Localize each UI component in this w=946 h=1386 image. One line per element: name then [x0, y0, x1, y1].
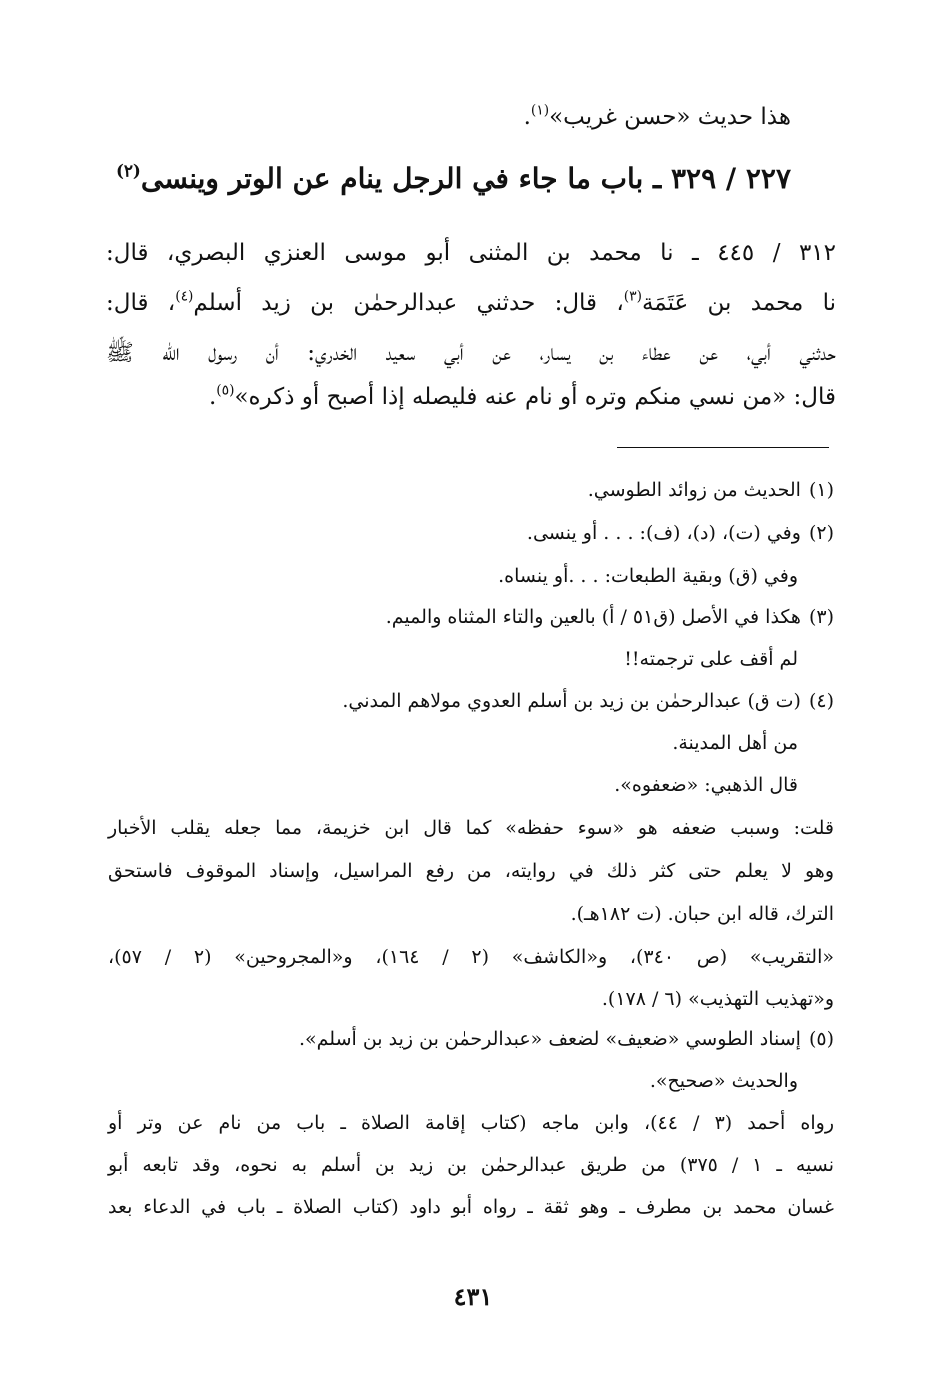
footnote-2-cont: وفي (ق) وبقية الطبعات: . . .أو ينساه. [498, 565, 798, 587]
footnote-separator [617, 447, 829, 448]
chapter-heading [116, 162, 791, 195]
footnote-4-cont: «التقريب» (ص ٣٤٠)، و«الكاشف» (٢ / ١٦٤)، و«المجروحين» (٢ / ٥٧)، [108, 946, 835, 968]
footnote-text: وفي (ت)، (د)، (ف): . . . أو ينسى. [526, 522, 801, 544]
footnote-ref: (٤) [175, 288, 194, 305]
footnote-4-cont: الترك، قاله ابن حبان. (ت ١٨٢هـ). [570, 903, 834, 925]
footnote-text: (ت ق) عبدالرحمٰن بن زيد بن أسلم العدوي مولاهم المدني. [342, 690, 801, 712]
footnote-number: (٢) [808, 522, 834, 544]
footnote-4-cont: قال الذهبي: «ضعفوه». [614, 774, 798, 796]
footnote-number: (٥) [808, 1028, 834, 1050]
page-number: ٤٣١ [453, 1282, 493, 1311]
footnote-ref: (١) [530, 102, 550, 119]
footnote-text: الحديث من زوائد الطوسي. [587, 479, 801, 501]
hadith-text: قال: «من نسي منكم وتره أو نام عنه فليصله إذا أصبح أو ذكره» [234, 384, 836, 410]
heading-text: ٢٢٧ / ٣٢٩ ـ باب ما جاء في الرجل ينام عن الوتر وينسى [140, 162, 791, 195]
footnote-5-cont: نسيه ـ ١ / ٣٧٥) من طريق عبدالرحمٰن بن زيد بن أسلم به نحوه، وقد تابعه أبو [108, 1154, 835, 1176]
hadith-text: ، قال: حدثني عبدالرحمٰن بن زيد أسلم [193, 290, 624, 316]
footnote-number: (١) [808, 479, 834, 501]
hadith-text: . [208, 384, 217, 410]
footnote-4-cont: و«تهذيب التهذيب» (٦ / ١٧٨). [601, 988, 834, 1010]
footnote-5-cont: رواه أحمد (٣ / ٤٤)، وابن ماجه (كتاب إقامة الصلاة ـ باب من نام عن وتر أو [108, 1112, 834, 1134]
intro-end: . [523, 104, 531, 130]
hadith-line-1: ٣١٢ / ٤٤٥ ـ نا محمد بن المثنى أبو موسى العنزي البصري، قال: [106, 240, 836, 266]
footnote-text: هكذا في الأصل (ق٥١ / أ) بالعين والتاء المثناه والميم. [385, 606, 801, 628]
footnote-text: إسناد الطوسي «ضعيف» لضعف «عبدالرحمٰن بن زيد بن أسلم». [299, 1028, 801, 1050]
footnote-ref: (٢) [115, 160, 141, 181]
footnote-ref: (٥) [216, 382, 235, 399]
footnote-ref: (٣) [623, 288, 642, 305]
intro-line [524, 104, 791, 130]
footnote-5-cont: غسان محمد بن مطرف ـ وهو ثقة ـ رواه أبو داود (كتاب الصلاة ـ باب في الدعاء بعد [108, 1196, 834, 1218]
footnote-5 [299, 1028, 834, 1050]
footnote-number: (٣) [808, 606, 834, 628]
intro-text: هذا حديث «حسن غريب» [549, 104, 791, 130]
footnote-4-cont: وهو لا يعلم حتى كثر ذلك في روايته، من رفع المراسيل، وإسناد الموقوف فاستحق [108, 860, 834, 882]
footnote-4-cont: قلت: وسبب ضعفه هو «سوء حفظه» كما قال ابن خزيمة، مما جعله يقلب الأخبار [108, 817, 834, 839]
footnote-3-cont: لم أقف على ترجمته!! [624, 648, 798, 670]
footnote-number: (٤) [808, 690, 834, 712]
footnote-1 [588, 479, 834, 501]
hadith-line-2 [106, 290, 836, 316]
hadith-text: نا محمد بن عَتَمَة [641, 290, 836, 316]
footnote-3 [386, 606, 834, 628]
footnote-5-cont: والحديث «صحيح». [649, 1070, 798, 1092]
footnote-4 [342, 690, 834, 712]
footnote-4-cont: من أهل المدينة. [672, 732, 798, 754]
hadith-text: ، قال: [106, 290, 176, 316]
hadith-line-4 [106, 384, 836, 410]
hadith-line-3: حدثني أبي، عن عطاء بن يسار، عن أبي سعيد الخدري: أن رسول الله ﷺ [106, 340, 836, 366]
footnote-2 [527, 522, 834, 544]
